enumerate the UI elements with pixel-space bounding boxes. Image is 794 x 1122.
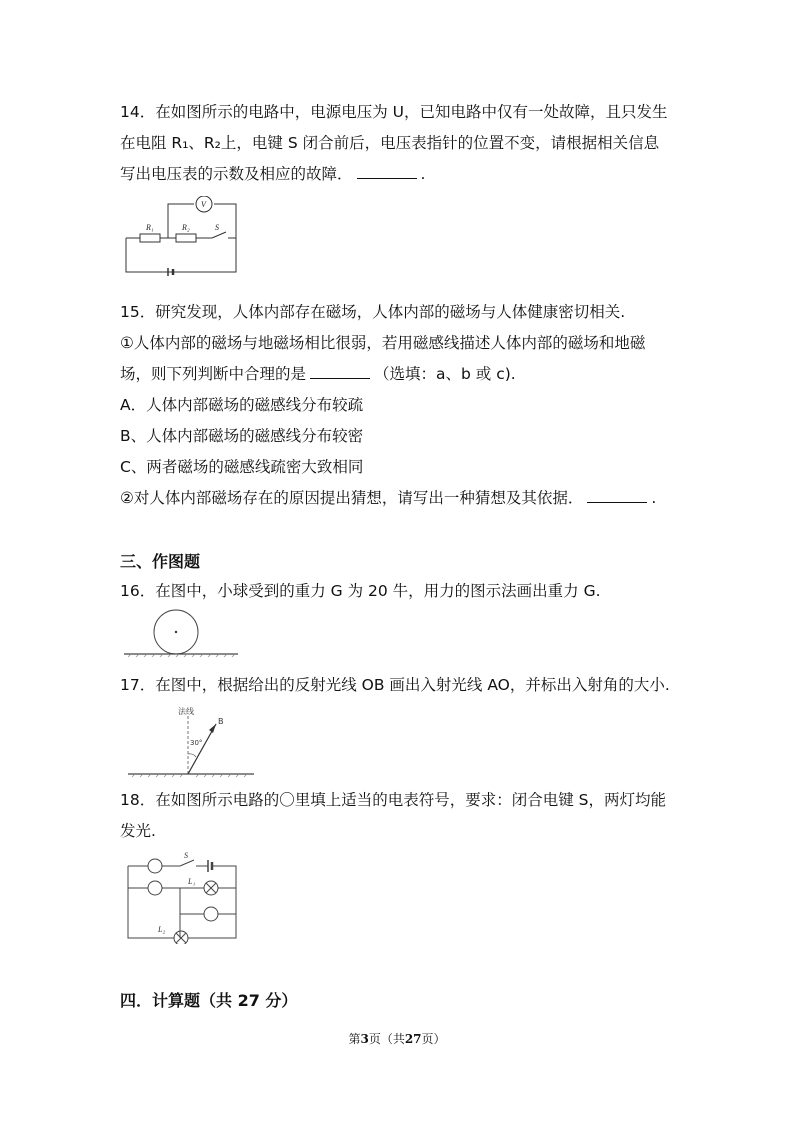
q14-label-v: V (201, 200, 206, 209)
q14-line-3-text: 写出电压表的示数及相应的故障． (120, 165, 353, 183)
q14-label-s: S (215, 223, 219, 232)
q18-circuit-figure (124, 852, 242, 944)
footer-suffix: 页） (421, 1032, 446, 1046)
q14-line-3-end: . (420, 165, 426, 183)
q14-line-3 (120, 163, 425, 185)
q14-line-1: 14．在如图所示的电路中，电源电压为 U，已知电路中仅有一处故障，且只发生 (120, 103, 668, 121)
q14-resistor-r1 (140, 234, 160, 242)
q15-line-3-text: 场，则下列判断中合理的是 (120, 365, 307, 383)
q14-circuit-figure (118, 196, 242, 278)
q14-switch-blade (212, 232, 226, 238)
q18-label-l1: L₁ (188, 877, 196, 886)
q15-option-c: C、两者磁场的磁感线疏密大致相同 (120, 458, 364, 476)
q15-line-2: ①人体内部的磁场与地磁场相比很弱，若用磁感线描述人体内部的磁场和地磁 (120, 334, 646, 352)
q14-resistor-r2 (176, 234, 196, 242)
q15-line-4-end: . (651, 489, 657, 507)
section-4-heading: 四．计算题（共 27 分） (120, 991, 298, 1010)
q15-line-4 (120, 487, 656, 509)
q17-label-normal: 法线 (178, 707, 194, 716)
q17-reflection-figure (124, 702, 258, 778)
q18-switch-blade (180, 860, 194, 866)
footer-prefix: 第 (348, 1032, 361, 1046)
q15-answer-blank-1 (310, 364, 370, 379)
q16-text: 16．在图中，小球受到的重力 G 为 20 牛，用力的图示法画出重力 G. (120, 582, 601, 600)
q15-option-a: A．人体内部磁场的磁感线分布较疏 (120, 396, 364, 414)
q18-meter-slot-2 (148, 881, 162, 895)
q17-angle-arc (188, 754, 196, 757)
footer-page-number: 3 (360, 1032, 369, 1046)
q16-ball-center (175, 631, 177, 633)
q14-outer-wire (126, 204, 236, 272)
q15-line-1: 15．研究发现，人体内部存在磁场，人体内部的磁场与人体健康密切相关. (120, 303, 626, 321)
q18-line-1: 18．在如图所示电路的〇里填上适当的电表符号，要求：闭合电键 S，两灯均能 (120, 791, 666, 809)
section-3-heading: 三、作图题 (120, 552, 201, 571)
q18-label-s: S (184, 852, 188, 860)
q17-text: 17．在图中，根据给出的反射光线 OB 画出入射光线 AO，并标出入射角的大小. (120, 676, 670, 694)
footer-total-pages: 27 (404, 1032, 422, 1046)
q18-meter-slot-3 (204, 907, 218, 921)
q15-line-3 (120, 363, 516, 385)
q15-line-3-choices: （选填：a、b 或 c). (374, 365, 516, 383)
q17-label-angle: 30° (190, 739, 203, 747)
q14-label-r2: R₂ (182, 223, 190, 232)
q15-answer-blank-2 (587, 488, 647, 503)
q16-ball-figure (122, 607, 240, 661)
q18-meter-slot-1 (148, 859, 162, 873)
q14-line-2: 在电阻 R₁、R₂上，电键 S 闭合前后，电压表指针的位置不变，请根据相关信息 (120, 134, 660, 152)
footer-middle: 页（共 (368, 1032, 405, 1046)
q15-line-4-text: ②对人体内部磁场存在的原因提出猜想，请写出一种猜想及其依据． (120, 489, 584, 507)
page-footer (0, 1030, 794, 1047)
q18-label-l2: L₂ (158, 925, 166, 934)
q17-ray-arrow (209, 724, 216, 733)
q17-label-b: B (218, 717, 224, 726)
q15-option-b: B、人体内部磁场的磁感线分布较密 (120, 427, 364, 445)
q14-answer-blank (357, 164, 417, 179)
q14-label-r1: R₁ (146, 223, 154, 232)
q18-line-2: 发光. (120, 822, 156, 840)
